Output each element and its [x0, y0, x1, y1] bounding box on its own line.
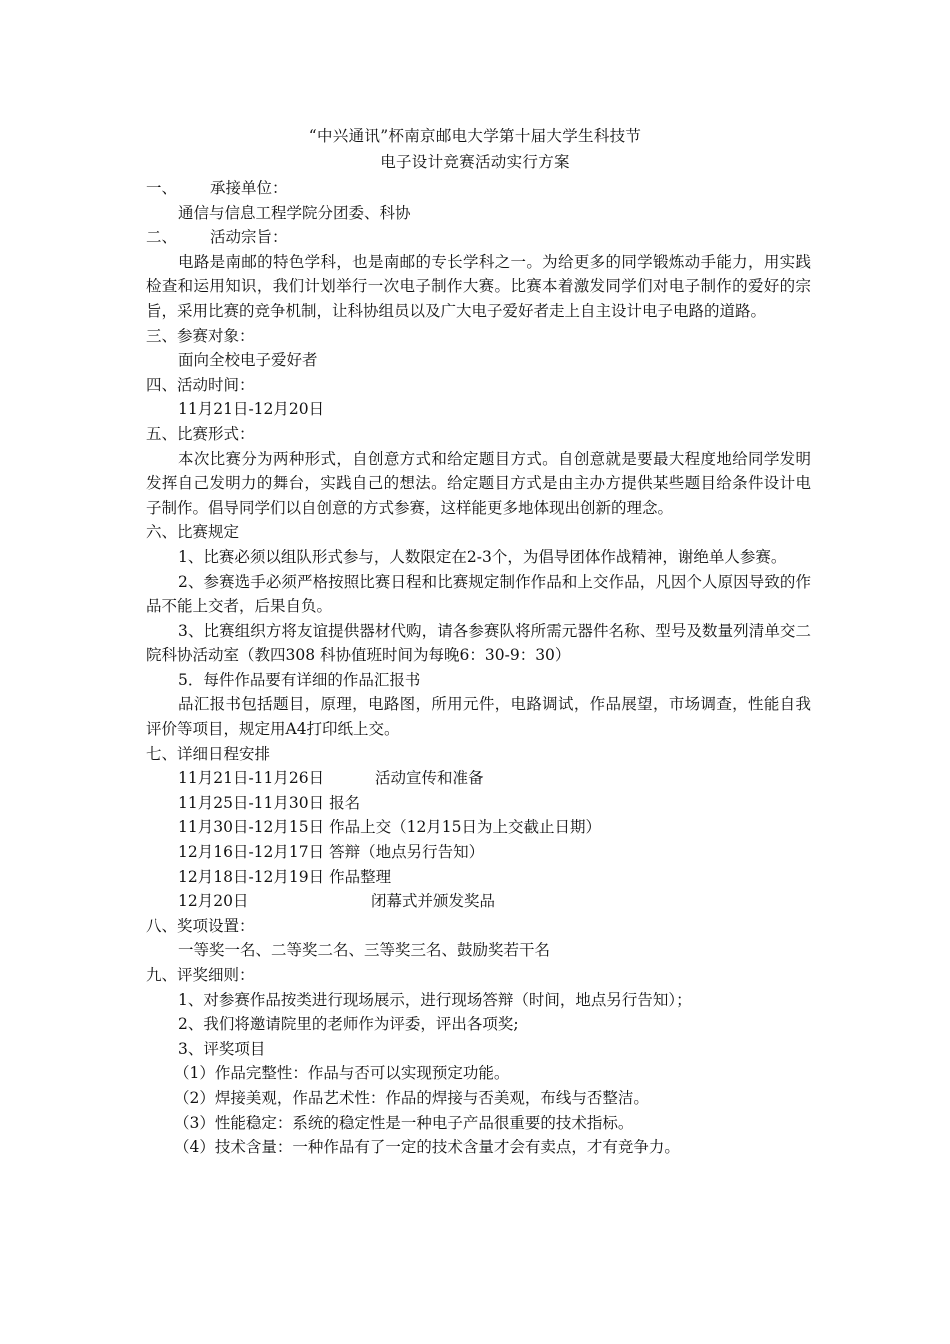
document-title: “中兴通讯”杯南京邮电大学第十届大学生科技节 — [308, 127, 642, 145]
rule-item: 品汇报书包括题目，原理，电路图，所用元件，电路调试，作品展望，市场调查，性能自我评价等项目，规定用A4打印纸上交。 — [146, 695, 811, 739]
section-heading-4: 四、活动时间： — [146, 375, 255, 394]
schedule-row: 12月20日 闭幕式并颁发奖品 — [178, 892, 496, 911]
judging-item: 1、对参赛作品按类进行现场展示，进行现场答辩（时间，地点另行告知）； — [178, 990, 692, 1009]
schedule-row: 12月18日-12月19日 作品整理 — [178, 867, 392, 886]
document-body — [146, 176, 811, 1160]
section-heading-3: 三、参赛对象： — [146, 326, 255, 345]
rule-item: 3、比赛组织方将友谊提供器材代购，请各参赛队将所需元器件名称、型号及数量列清单交二院科协活动室（教四308 科协值班时间为每晚6：30-9：30） — [146, 621, 811, 665]
section-body-1: 通信与信息工程学院分团委、科协 — [178, 203, 411, 222]
section-body-5: 本次比赛分为两种形式，自创意方式和给定题目方式。自创意就是要最大程度地给同学发明发挥自己发明力的舞台，实践自己的想法。给定题目方式是由主办方提供某些题目给条件设计电子制作。倡导同学们以自创意的方式参赛，这样能更多地体现出创新的理念。 — [146, 449, 811, 517]
section-heading-6: 六、比赛规定 — [146, 523, 240, 542]
schedule-row: 12月16日-12月17日 答辩（地点另行告知） — [178, 843, 485, 862]
section-heading-9: 九、评奖细则： — [146, 966, 255, 984]
judging-item: 3、评奖项目 — [178, 1039, 266, 1058]
section-heading-5: 五、比赛形式： — [146, 424, 255, 443]
section-body-3: 面向全校电子爱好者 — [178, 351, 318, 370]
judging-item: 2、我们将邀请院里的老师作为评委，评出各项奖; — [178, 1015, 519, 1034]
section-body-8: 一等奖一名、二等奖二名、三等奖三名、鼓励奖若干名 — [178, 941, 551, 960]
criteria-item: （2）焊接美观，作品艺术性：作品的焊接与否美观，布线与否整洁。 — [174, 1088, 649, 1107]
criteria-item: （3）性能稳定：系统的稳定性是一种电子产品很重要的技术指标。 — [174, 1113, 634, 1132]
criteria-item: （1）作品完整性：作品与否可以实现预定功能。 — [174, 1064, 510, 1083]
schedule-row: 11月30日-12月15日 作品上交（12月15日为上交截止日期） — [178, 818, 602, 837]
schedule-row: 11月21日-11月26日 活动宣传和准备 — [178, 769, 484, 788]
section-body-2: 电路是南邮的特色学科，也是南邮的专长学科之一。为给更多的同学锻炼动手能力，用实践检查和运用知识，我们计划举行一次电子制作大赛。比赛本着激发同学们对电子制作的爱好的宗旨，采用比赛的竞争机制，让科协组员以及广大电子爱好者走上自主设计电子电路的道路。 — [146, 252, 811, 320]
schedule-row: 11月25日-11月30日 报名 — [178, 793, 361, 812]
rule-item: 5．每件作品要有详细的作品汇报书 — [178, 670, 421, 689]
document-subtitle: 电子设计竞赛活动实行方案 — [380, 153, 570, 171]
section-body-4: 11月21日-12月20日 — [178, 400, 325, 419]
criteria-item: （4）技术含量：一种作品有了一定的技术含量才会有卖点，才有竞争力。 — [174, 1138, 680, 1157]
rule-item: 2、参赛选手必须严格按照比赛日程和比赛规定制作作品和上交作品，凡因个人原因导致的作品不能上交者，后果自负。 — [146, 572, 811, 616]
section-heading-1: 一、 承接单位： — [146, 179, 288, 197]
section-heading-7: 七、详细日程安排 — [146, 744, 271, 763]
rule-item: 1、比赛必须以组队形式参与，人数限定在2-3个，为倡导团体作战精神，谢绝单人参赛。 — [178, 547, 787, 566]
section-heading-8: 八、奖项设置： — [146, 916, 255, 935]
section-heading-2: 二、 活动宗旨： — [146, 228, 288, 247]
